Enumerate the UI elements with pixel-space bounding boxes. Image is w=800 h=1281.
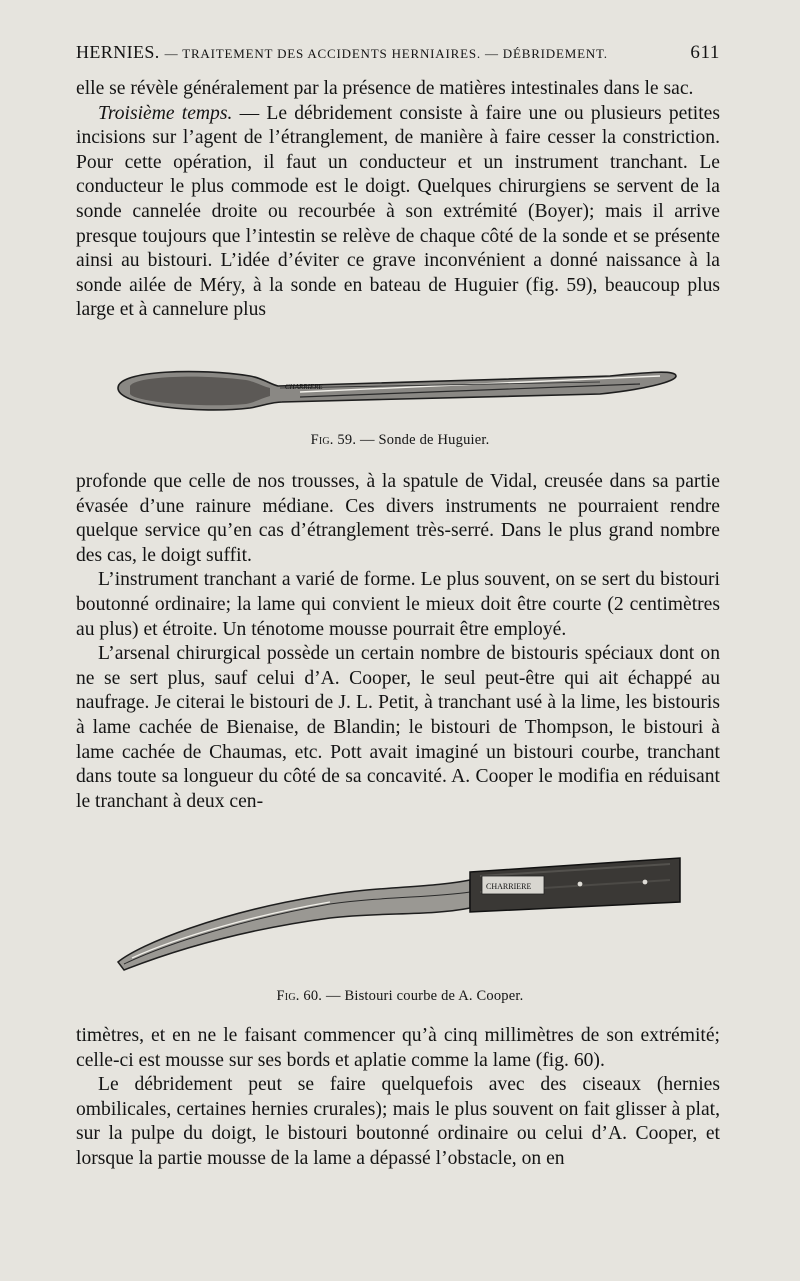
figure-label: Fig. 59. — [310, 432, 357, 448]
running-head-center: — TRAITEMENT DES ACCIDENTS HERNIAIRES. — DÉBRIDEMENT. — [164, 46, 608, 61]
paragraph: Troisième temps. — Le débridement consiste à faire une ou plusieurs petites incisions sur l’agent de l’étranglement, de manière à faire cesser la constriction. Pour cette opération, il faut un conducteur et un instrument tranchant. Le conducteur le plus commode est le doigt. Quelques chirurgiens se servent de la sonde cannelée droite ou recourbée à son extrémité (Boyer); mais il arrive presque toujours que l’intestin se relève de chaque côté de la sonde et se présente ainsi au bistouri. L’idée d’éviter ce grave inconvénient a donné naissance à la sonde ailée de Méry, à la sonde en bateau de Huguier (fig. 59), beaucoup plus large et à cannelure plus — [76, 102, 720, 321]
text-block-bottom — [76, 1024, 720, 1172]
figure-59-caption: Fig. 59. — Sonde de Huguier. — [310, 432, 490, 448]
engraved-mark: CHARRIERE — [285, 383, 323, 391]
curved-bistoury-illustration — [0, 852, 800, 972]
grooved-probe-illustration — [0, 362, 800, 422]
engraved-mark: CHARRIERE — [486, 882, 532, 891]
figure-60-caption: Fig. 60. — Bistouri courbe de A. Cooper. — [276, 988, 524, 1004]
figure-label: Fig. 60. — [276, 988, 323, 1004]
paragraph: elle se révèle généralement par la présence de matières intestinales dans le sac. — [76, 78, 694, 99]
paragraph: L’arsenal chirurgical possède un certain nombre de bistouris spéciaux dont on ne se sert plus, sauf celui d’A. Cooper, le seul peut-être qui ait échappé au naufrage. Je citerai le bistouri de J. L. Petit, à tranchant usé à la lime, les bistouris à lame cachée de Bienaise, de Blandin; le bistouri de Thompson, le bistouri à lame cachée de Chaumas, etc. Pott avait imaginé un bistouri courbe, tranchant dans toute sa longueur du côté de sa concavité. A. Cooper le modifia en réduisant le tranchant à deux cen- — [76, 643, 720, 812]
paragraph: timètres, et en ne le faisant commencer qu’à cinq millimètres de son extrémité; celle-ci est mousse sur ses bords et aplatie comme la lame (fig. 60). — [76, 1025, 720, 1071]
paragraph: L’instrument tranchant a varié de forme. Le plus souvent, on se sert du bistouri boutonné ordinaire; la lame qui convient le mieux doit être courte (2 centimètres au plus) et étroite. Un ténotome mousse pourrait être employé. — [76, 569, 720, 640]
paragraph: profonde que celle de nos trousses, à la spatule de Vidal, creusée dans sa partie évasée d’une rainure médiane. Ces divers instruments ne pourraient rendre quelque service qu’en cas d’étranglement très-serré. Dans le plus grand nombre des cas, le doigt suffit. — [76, 471, 720, 566]
text-block-middle — [76, 470, 720, 814]
running-header — [76, 42, 720, 70]
section-label: Troisième temps. — [98, 102, 233, 124]
running-head-left: HERNIES. — TRAITEMENT DES ACCIDENTS HERNIAIRES. — DÉBRIDEMENT. — [76, 42, 608, 62]
text-block-top — [76, 77, 720, 323]
rivet — [578, 882, 583, 887]
page-number: 611 — [690, 42, 720, 63]
figure-60 — [0, 852, 800, 972]
rivet — [643, 880, 648, 885]
figure-59 — [0, 362, 800, 422]
paragraph: Le débridement peut se faire quelquefois avec des ciseaux (hernies ombilicales, certaines hernies crurales); mais le plus souvent on fait glisser à plat, sur la pulpe du doigt, le bistouri boutonné ordinaire ou celui d’A. Cooper, et lorsque la partie mousse de la lame a dépassé l’obstacle, on en — [76, 1074, 720, 1169]
